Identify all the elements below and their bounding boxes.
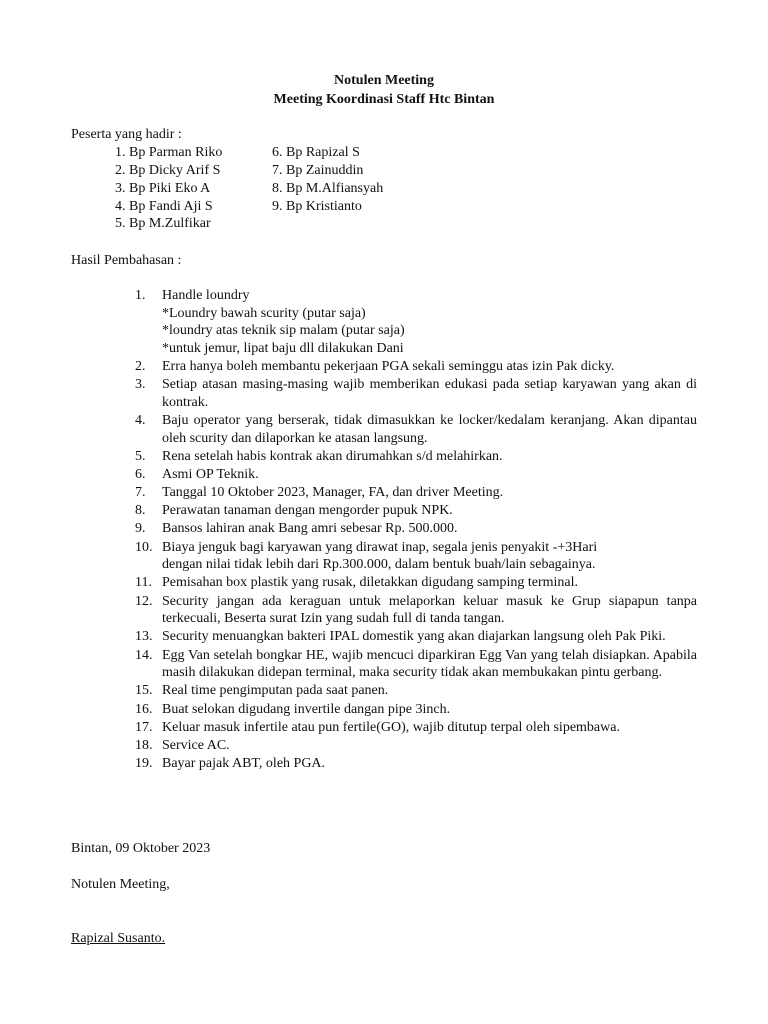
discussion-item [135,737,697,755]
item-text: Tanggal 10 Oktober 2023, Manager, FA, dan driver Meeting. [162,485,504,501]
item-text: Keluar masuk infertile atau pun fertile(GO), wajib ditutup terpal oleh sipembawa. [162,719,620,735]
attendee-item: 8. Bp M.Alfiansyah [272,181,384,196]
attendee-item: 4. Bp Fandi Aji S [115,199,213,214]
closing-text: Notulen Meeting, [71,877,170,892]
item-number: 2. [135,358,146,374]
attendee-item: 7. Bp Zainuddin [272,163,364,178]
item-number: 14. [135,647,153,663]
item-text: Pemisahan box plastik yang rusak, diletakkan digudang samping terminal. [162,575,579,591]
signatory-name: Rapizal Susanto. [71,931,166,946]
discussion-item [135,502,697,520]
attendees-label: Peserta yang hadir : [71,127,182,142]
discussion-item [135,682,697,700]
discussion-item [135,593,697,628]
place-date: Bintan, 09 Oktober 2023 [71,841,211,856]
item-text: Erra hanya boleh membantu pekerjaan PGA sekali seminggu atas izin Pak dicky. [162,358,615,374]
item-text: Security menuangkan bakteri IPAL domestik yang akan diajarkan langsung oleh Pak Piki. [162,629,666,645]
item-text: Baju operator yang berserak, tidak dimasukkan ke locker/kedalam keranjang. Akan dipantau oleh scurity dan dilaporkan ke atasan langsung. [162,412,697,446]
item-line: dengan nilai tidak lebih dari Rp.300.000, dalam bentuk buah/lain sebagainya. [162,557,596,573]
item-number: 8. [135,503,146,519]
discussion-item [135,466,697,484]
attendee-item: 6. Bp Rapizal S [272,145,360,160]
item-text: Service AC. [162,737,230,753]
item-number: 10. [135,539,153,555]
discussion-list [135,287,697,773]
item-number: 7. [135,485,146,501]
discussion-item [135,701,697,719]
discussion-item [135,539,697,574]
item-text: Buat selokan digudang invertile dangan pipe 3inch. [162,701,451,717]
item-number: 18. [135,737,153,753]
item-text: Egg Van setelah bongkar HE, wajib mencuci diparkiran Egg Van yang telah disiapkan. Apabila masih dilakukan didepan terminal, maka security tidak akan membukakan pintu gerbang. [162,647,697,681]
item-number: 4. [135,412,146,428]
item-text: Asmi OP Teknik. [162,466,259,482]
discussion-item [135,755,697,773]
discussion-item [135,448,697,466]
item-line: *untuk jemur, lipat baju dll dilakukan Dani [162,340,404,356]
discussion-item [135,376,697,411]
results-label: Hasil Pembahasan : [71,253,182,268]
discussion-item [135,358,697,376]
attendee-item: 5. Bp M.Zulfikar [115,216,211,231]
item-text: Rena setelah habis kontrak akan dirumahkan s/d melahirkan. [162,448,503,464]
item-number: 12. [135,593,153,609]
item-number: 13. [135,629,153,645]
item-text: Bayar pajak ABT, oleh PGA. [162,756,326,772]
attendee-item: 1. Bp Parman Riko [115,145,223,160]
item-number: 9. [135,521,146,537]
item-text [162,539,697,574]
item-text: Real time pengimputan pada saat panen. [162,683,389,699]
item-number: 1. [135,288,146,303]
discussion-item [135,287,697,357]
item-number: 17. [135,719,153,735]
item-text [162,287,697,357]
document-title: Notulen Meeting [334,73,434,88]
discussion-item [135,520,697,538]
document-subtitle: Meeting Koordinasi Staff Htc Bintan [273,92,495,107]
item-number: 6. [135,466,146,482]
item-number: 5. [135,448,146,464]
discussion-item [135,719,697,737]
attendee-item: 3. Bp Piki Eko A [115,181,211,196]
item-text: Bansos lahiran anak Bang amri sebesar Rp. 500.000. [162,521,458,537]
attendee-item: 2. Bp Dicky Arif S [115,163,221,178]
discussion-item [135,484,697,502]
item-number: 15. [135,683,153,699]
discussion-item [135,647,697,682]
item-line: Handle loundry [162,288,250,303]
item-number: 11. [135,575,152,591]
item-text: Setiap atasan masing-masing wajib memberikan edukasi pada setiap karyawan yang akan di kontrak. [162,377,697,410]
item-number: 19. [135,756,153,772]
item-text: Security jangan ada keraguan untuk melaporkan keluar masuk ke Grup siapapun tanpa terkecuali, Beserta surat Izin yang sudah full di tanda tangan. [162,593,697,627]
attendee-item: 9. Bp Kristianto [272,199,362,214]
item-number: 3. [135,377,146,393]
item-line: *loundry atas teknik sip malam (putar saja) [162,323,405,339]
item-line: *Loundry bawah scurity (putar saja) [162,305,366,321]
discussion-item [135,628,697,646]
item-text: Perawatan tanaman dengan mengorder pupuk NPK. [162,503,453,519]
discussion-item [135,412,697,447]
item-line: Biaya jenguk bagi karyawan yang dirawat inap, segala jenis penyakit -+3Hari [162,539,598,555]
discussion-item [135,574,697,592]
item-number: 16. [135,701,153,717]
